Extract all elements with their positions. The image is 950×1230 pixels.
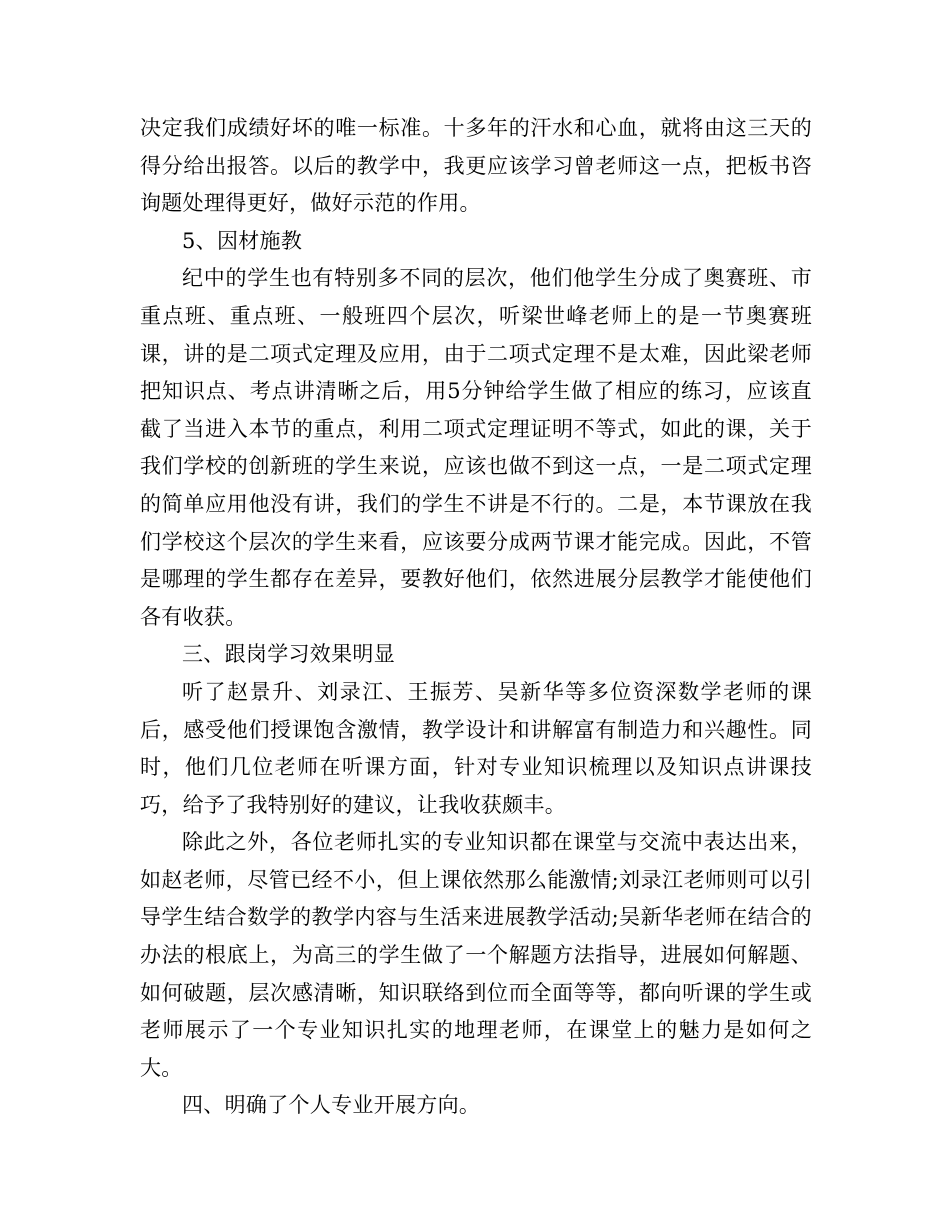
section-heading-teaching-by-aptitude: 5、因材施教: [182, 228, 303, 253]
paragraph-lesson-observation: 听了赵景升、刘录江、王振芳、吴新华等多位资深数学老师的课后，感受他们授课饱含激情，教学设计和讲解富有制造力和兴趣性。同时，他们几位老师在听课方面，针对专业知识梳理以及知识点讲课技巧，给予了我特别好的建议，让我收获颇丰。: [140, 679, 812, 817]
paragraph-continuation: 决定我们成绩好坏的唯一标准。十多年的汗水和心血，就将由这三天的得分给出报答。以后的教学中，我更应该学习曾老师这一点，把板书咨询题处理得更好，做好示范的作用。: [140, 116, 812, 216]
paragraph-teacher-expertise: 除此之外，各位老师扎实的专业知识都在课堂与交流中表达出来，如赵老师，尽管已经不小，但上课依然那么能激情;刘录江老师则可以引导学生结合数学的教学内容与生活来进展教学活动;吴新华老师在结合的办法的根底上，为高三的学生做了一个解题方法指导，进展如何解题、如何破题，层次感清晰，知识联络到位而全面等等，都向听课的学生或老师展示了一个专业知识扎实的地理老师，在课堂上的魅力是如何之大。: [140, 830, 812, 1080]
section-heading-learning-results: 三、跟岗学习效果明显: [182, 642, 395, 667]
section-heading-professional-direction: 四、明确了个人专业开展方向。: [182, 1093, 481, 1118]
paragraph-student-levels: 纪中的学生也有特别多不同的层次，他们他学生分成了奥赛班、市重点班、重点班、一般班四个层次，听梁世峰老师上的是一节奥赛班课，讲的是二项式定理及应用，由于二项式定理不是太难，因此梁老师把知识点、考点讲清晰之后，用5分钟给学生做了相应的练习，应该直截了当进入本节的重点，利用二项式定理证明不等式，如此的课，关于我们学校的创新班的学生来说，应该也做不到这一点，一是二项式定理的简单应用他没有讲，我们的学生不讲是不行的。二是，本节课放在我们学校这个层次的学生来看，应该要分成两节课才能完成。因此，不管是哪理的学生都存在差异，要教好他们，依然进展分层教学才能使他们各有收获。: [140, 266, 812, 629]
document-body: [140, 110, 812, 1125]
